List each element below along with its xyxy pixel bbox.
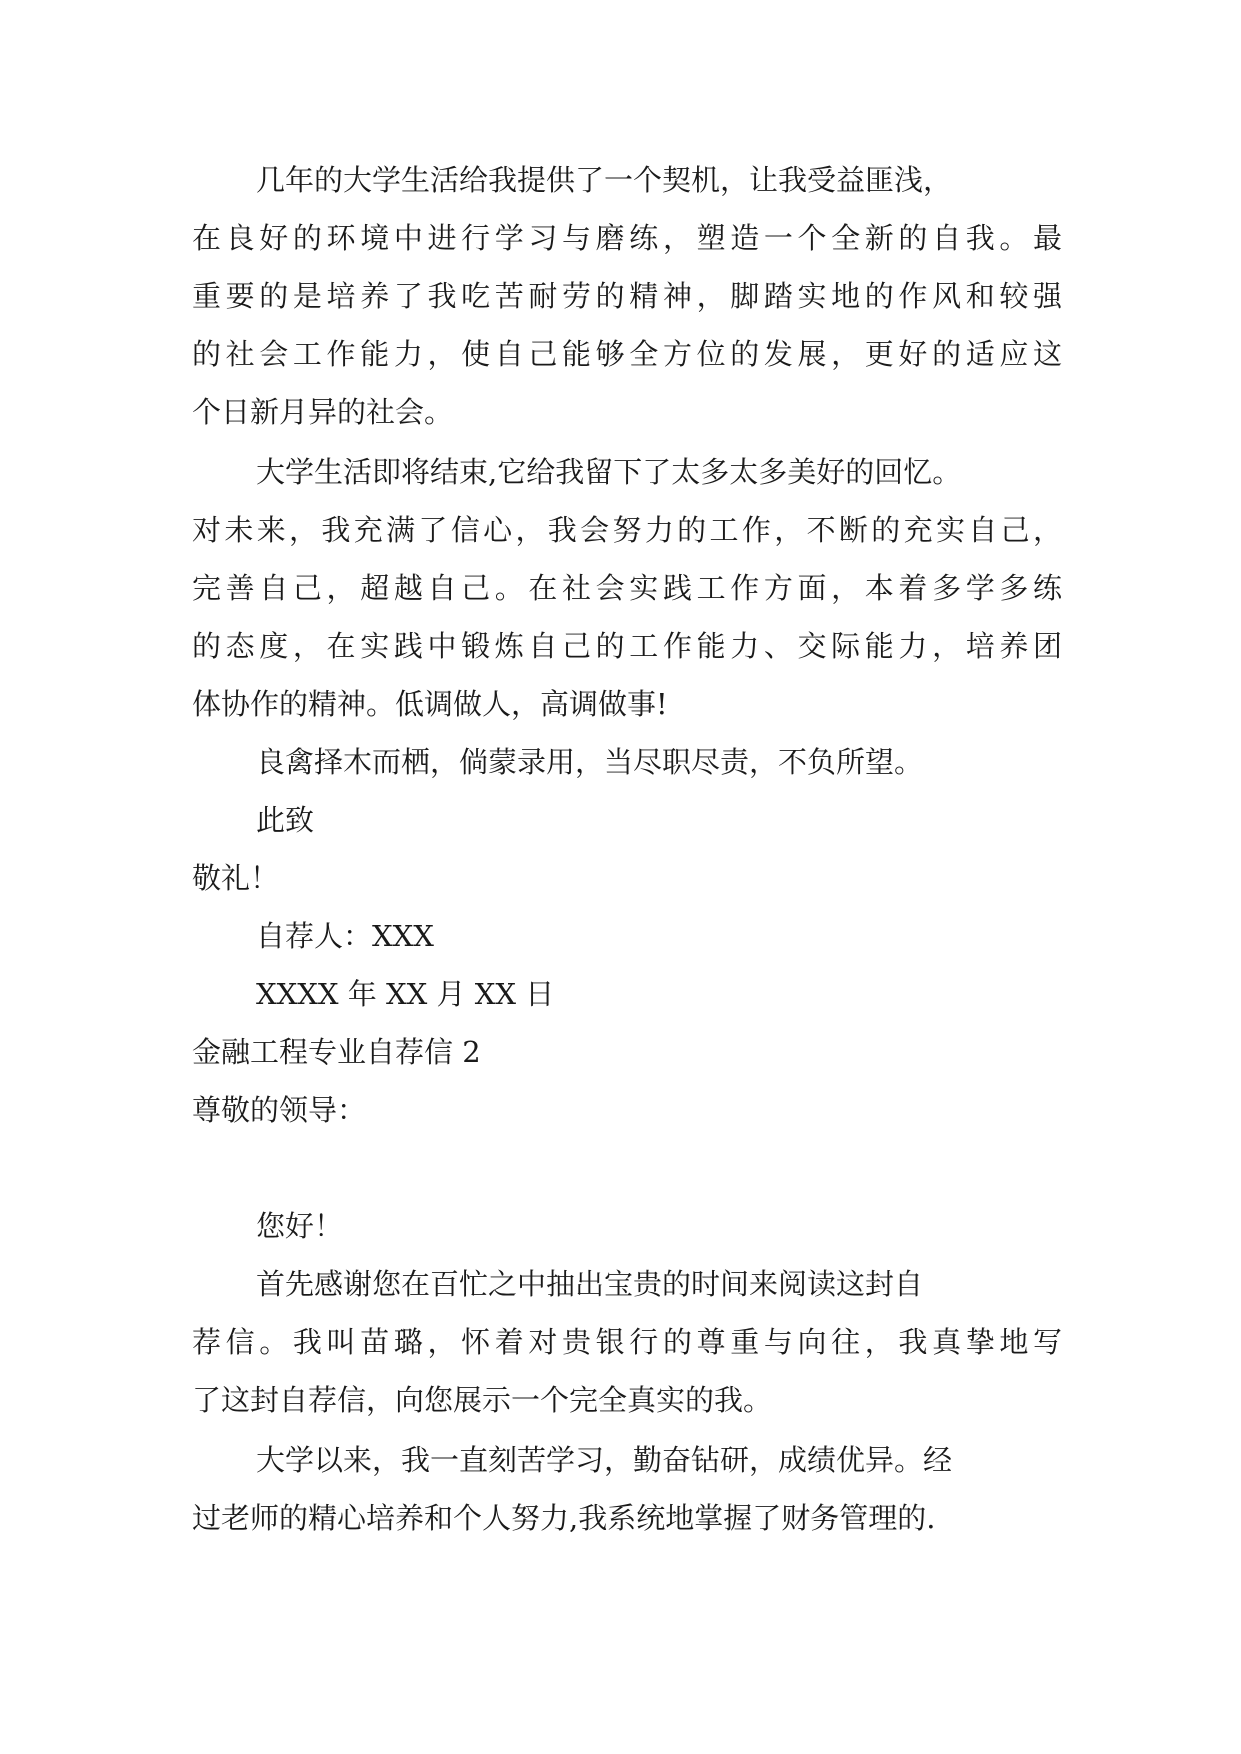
text-line: 大学生活即将结束,它给我留下了太多太多美好的回忆。 [256,455,962,489]
text-line: 完善自己，超越自己。在社会实践工作方面，本着多学多练 [192,571,1062,605]
text-line: 良禽择木而栖，倘蒙录用，当尽职尽责，不负所望。 [256,745,924,779]
closing-respect: 敬礼！ [192,861,280,895]
text-line: 在良好的环境中进行学习与磨练，塑造一个全新的自我。最 [192,221,1062,255]
text-line: 重要的是培养了我吃苦耐劳的精神，脚踏实地的作风和较强 [192,279,1062,313]
text-line: 体协作的精神。低调做人，高调做事! [192,687,668,721]
text-line: 过老师的精心培养和个人努力,我系统地掌握了财务管理的. [192,1501,936,1535]
text-line: 大学以来，我一直刻苦学习，勤奋钻研，成绩优异。经 [256,1443,953,1477]
text-line: 个日新月异的社会。 [192,395,454,429]
signature-name: 自荐人：XXX [256,919,434,953]
signature-date: XXXX 年 XX 月 XX 日 [256,977,555,1011]
greeting: 尊敬的领导： [192,1093,367,1127]
section-title: 金融工程专业自荐信 2 [192,1035,481,1069]
greeting-hello: 您好！ [256,1209,344,1243]
text-line: 了这封自荐信，向您展示一个完全真实的我。 [192,1383,773,1417]
text-line: 的态度，在实践中锻炼自己的工作能力、交际能力，培养团 [192,629,1062,663]
text-line: 的社会工作能力，使自己能够全方位的发展，更好的适应这 [192,337,1062,371]
text-line: 首先感谢您在百忙之中抽出宝贵的时间来阅读这封自 [256,1267,924,1301]
closing-salutation: 此致 [256,803,315,837]
text-line: 对未来，我充满了信心，我会努力的工作，不断的充实自己， [192,513,1062,547]
text-line: 荐信。我叫苗璐，怀着对贵银行的尊重与向往，我真挚地写 [192,1325,1062,1359]
text-line: 几年的大学生活给我提供了一个契机，让我受益匪浅， [256,163,953,197]
